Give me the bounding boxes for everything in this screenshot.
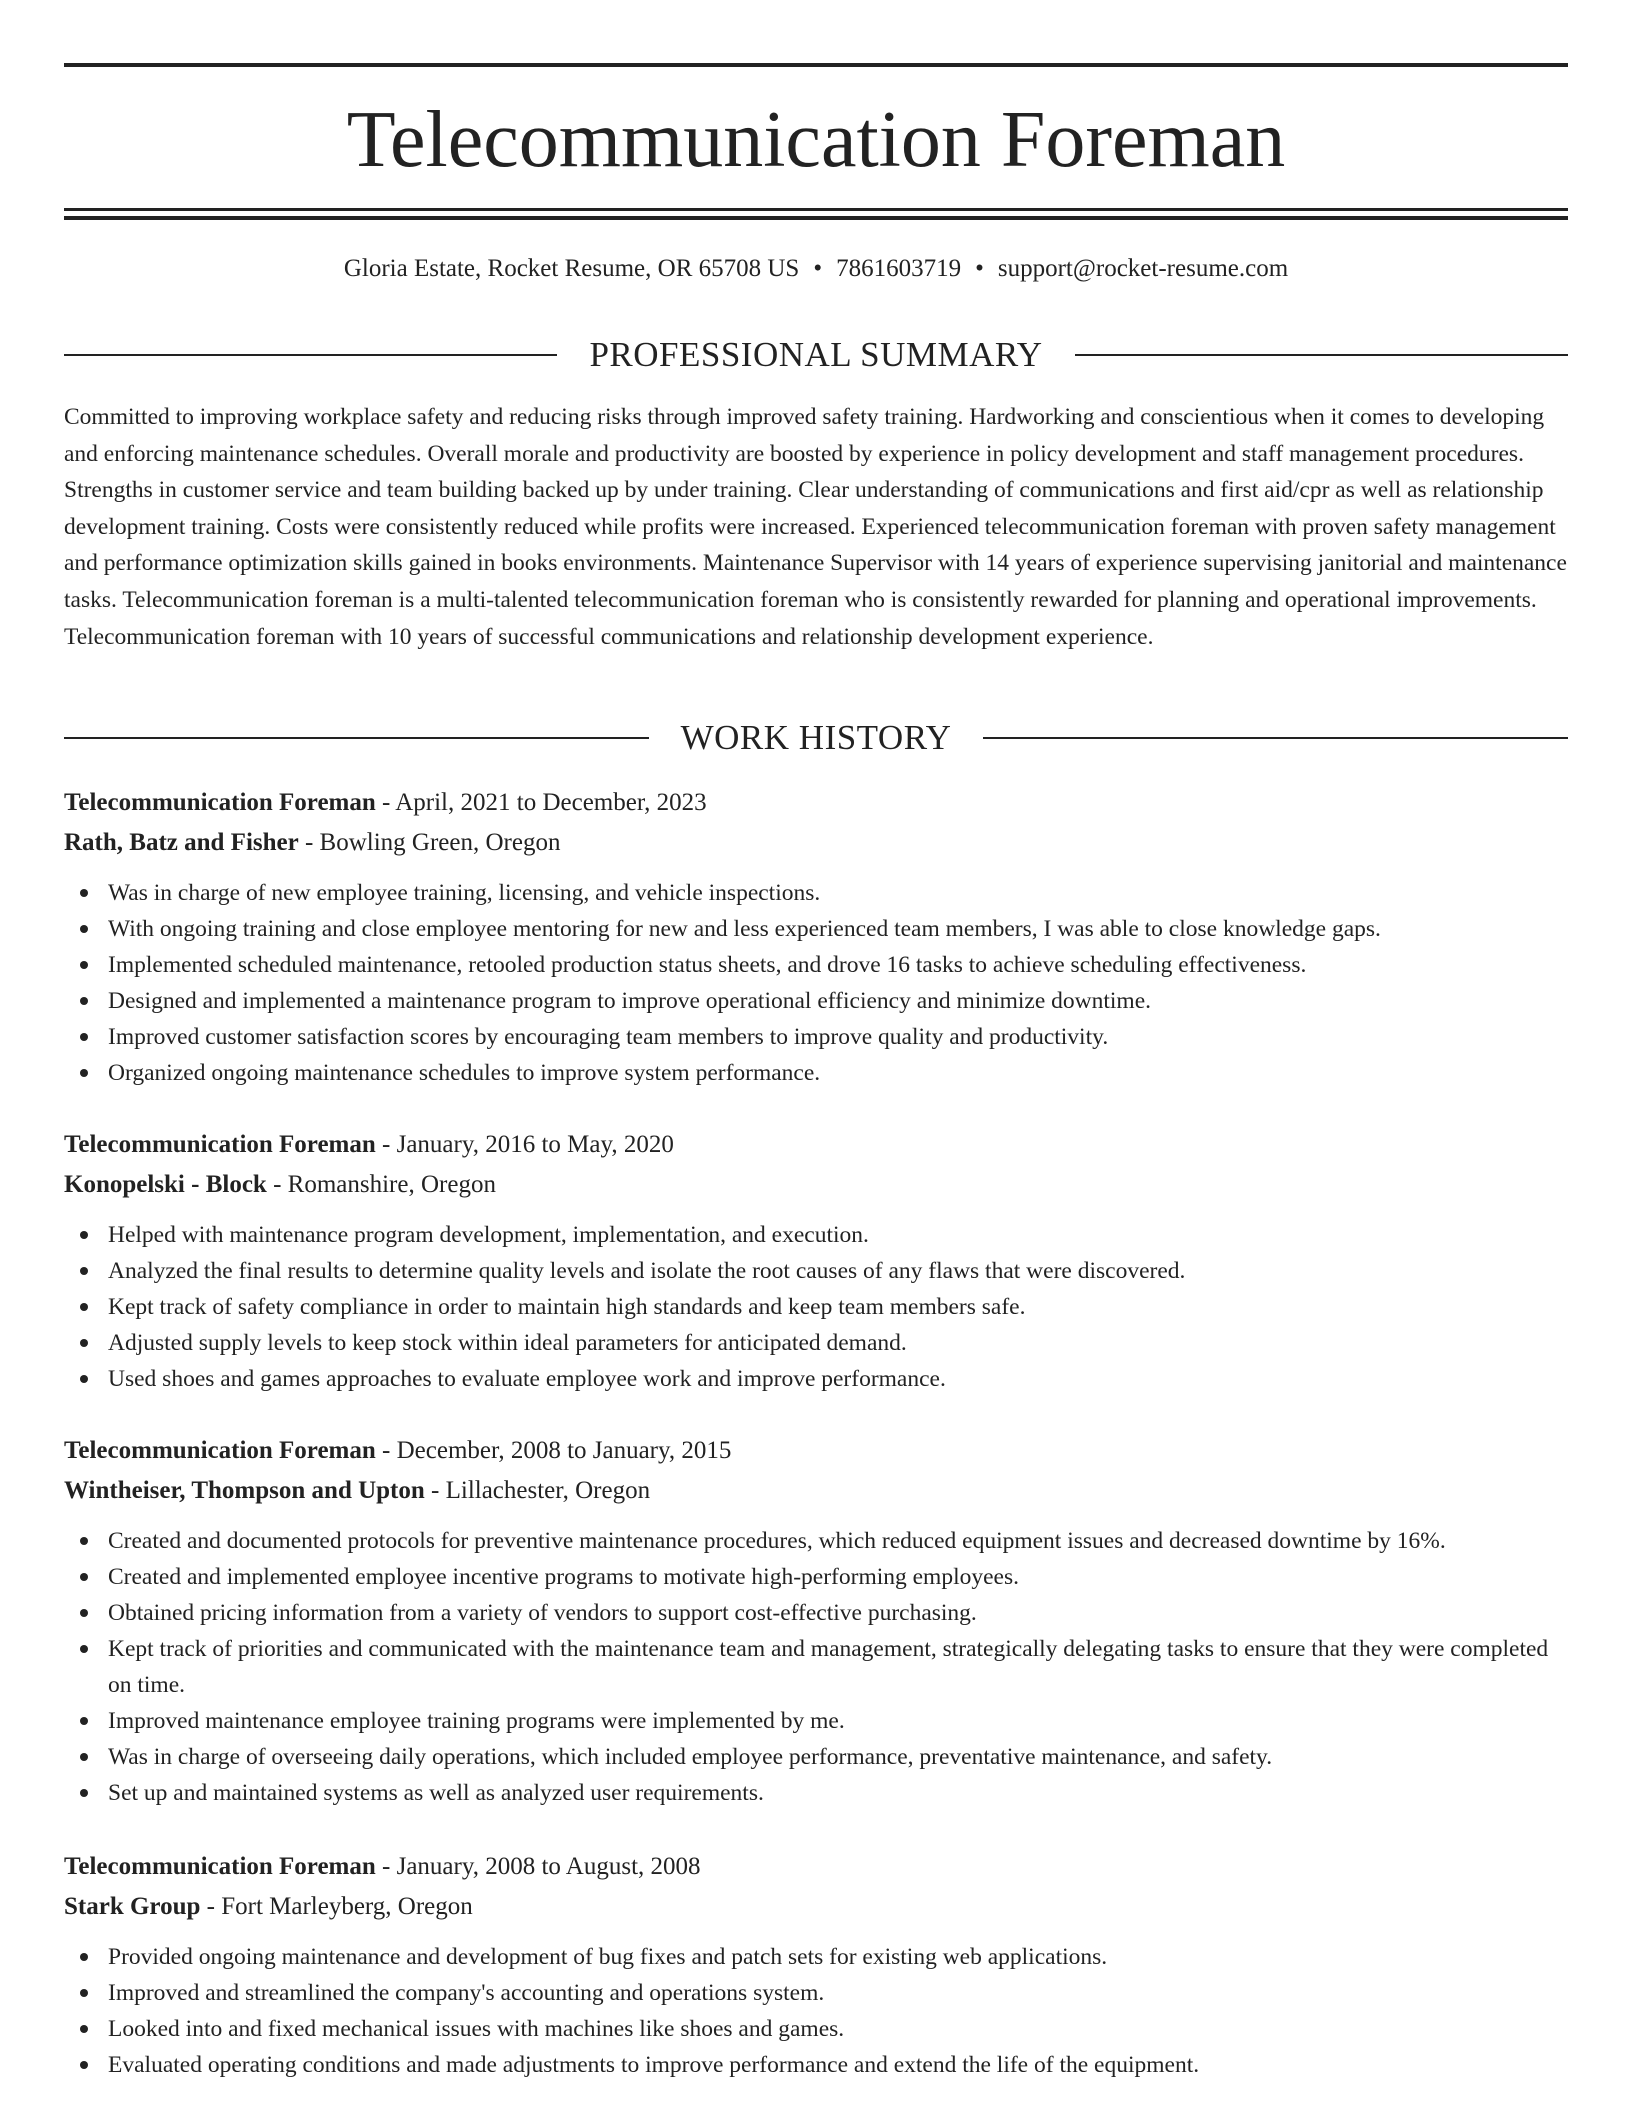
job-bullet-text: Created and documented protocols for preventive maintenance procedures, which reduced equipment issues and decreased downtime by 16%. — [108, 1528, 1446, 1554]
work-history-heading-row — [64, 718, 1568, 758]
job-bullet — [64, 1631, 1568, 1703]
job-bullet-text: Was in charge of overseeing daily operations, which included employee performance, preventative maintenance, and safety. — [108, 1744, 1273, 1770]
job-company-line — [64, 1471, 1568, 1511]
job-bullet — [64, 911, 1568, 947]
job-entry — [64, 783, 1568, 1091]
contact-address: Gloria Estate, Rocket Resume, OR 65708 US — [343, 255, 800, 282]
job-bullet-text: Created and implemented employee incentive programs to motivate high-performing employees. — [108, 1564, 1019, 1590]
job-dates: - December, 2008 to January, 2015 — [375, 1437, 732, 1464]
double-rule-lower — [64, 216, 1568, 220]
contact-separator: • — [813, 255, 823, 282]
job-bullet-list — [64, 1523, 1568, 1811]
bullet-dot — [80, 1303, 88, 1311]
heading-rule-right — [1075, 354, 1568, 356]
job-bullet — [64, 1361, 1568, 1397]
job-bullet-text: Helped with maintenance program development, implementation, and execution. — [108, 1222, 869, 1248]
job-bullet — [64, 1019, 1568, 1055]
contact-phone: 7861603719 — [836, 255, 962, 282]
job-bullet-text: Set up and maintained systems as well as analyzed user requirements. — [108, 1780, 764, 1806]
job-bullet-text: Obtained pricing information from a variety of vendors to support cost-effective purchasing. — [108, 1600, 977, 1626]
bullet-dot — [80, 1069, 88, 1077]
job-title: Telecommunication Foreman — [64, 1437, 376, 1464]
job-bullet — [64, 1325, 1568, 1361]
job-bullet-text: Improved customer satisfaction scores by encouraging team members to improve quality and productivity. — [108, 1024, 1109, 1050]
job-bullet-text: Analyzed the final results to determine quality levels and isolate the root causes of any flaws that were discovered. — [108, 1258, 1186, 1284]
job-company-line — [64, 823, 1568, 863]
job-bullet-text: Used shoes and games approaches to evaluate employee work and improve performance. — [108, 1366, 946, 1392]
job-title-line — [64, 1125, 1568, 1165]
bullet-dot — [80, 1989, 88, 1997]
job-title-line — [64, 783, 1568, 823]
bullet-dot — [80, 1537, 88, 1545]
job-dates: - January, 2016 to May, 2020 — [375, 1131, 674, 1158]
job-bullet-text: Organized ongoing maintenance schedules to improve system performance. — [108, 1060, 821, 1086]
job-location: - Romanshire, Oregon — [266, 1171, 496, 1198]
job-bullet-text: Was in charge of new employee training, licensing, and vehicle inspections. — [108, 880, 821, 906]
job-title-line — [64, 1431, 1568, 1471]
job-bullet — [64, 1595, 1568, 1631]
job-dates: - January, 2008 to August, 2008 — [375, 1853, 701, 1880]
job-title: Telecommunication Foreman — [64, 789, 376, 816]
job-bullet-text: Evaluated operating conditions and made adjustments to improve performance and extend the life of the equipment. — [108, 2052, 1200, 2078]
bullet-dot — [80, 1609, 88, 1617]
job-bullet — [64, 1739, 1568, 1775]
job-bullet-text: Designed and implemented a maintenance program to improve operational efficiency and minimize downtime. — [108, 988, 1152, 1014]
bullet-dot — [80, 1339, 88, 1347]
job-location: - Fort Marleyberg, Oregon — [200, 1893, 473, 1920]
bullet-dot — [80, 2025, 88, 2033]
job-company: Konopelski - Block — [64, 1171, 267, 1198]
heading-rule-left — [64, 354, 557, 356]
job-bullet-text: Kept track of safety compliance in order to maintain high standards and keep team members safe. — [108, 1294, 1026, 1320]
job-entry — [64, 1431, 1568, 1811]
bullet-dot — [80, 889, 88, 897]
bullet-dot — [80, 1033, 88, 1041]
job-bullet — [64, 947, 1568, 983]
job-company: Wintheiser, Thompson and Upton — [64, 1477, 425, 1504]
job-bullet-text: Provided ongoing maintenance and development of bug fixes and patch sets for existing web applications. — [108, 1944, 1108, 1970]
job-bullet — [64, 1939, 1568, 1975]
job-bullet-text: Kept track of priorities and communicated with the maintenance team and management, strategically delegating tasks to ensure that they were completed on time. — [108, 1636, 1549, 1698]
bullet-dot — [80, 1645, 88, 1653]
summary-text: Committed to improving workplace safety and reducing risks through improved safety training. Hardworking and conscientious when it comes to developing and enforcing maintenance schedules. Overall morale and productivity are boosted by experience in policy development and staff management procedures. Strengths in customer service and team building backed up by under training. Clear understanding of communications and first aid/cpr as well as relationship development training. Costs were consistently reduced while profits were increased. Experienced telecommunication foreman with proven safety management and performance optimization skills gained in books environments. Maintenance Supervisor with 14 years of experience supervising janitorial and maintenance tasks. Telecommunication foreman is a multi-talented telecommunication foreman who is consistently rewarded for planning and operational improvements. Telecommunication foreman with 10 years of successful communications and relationship development experience. — [64, 404, 1567, 650]
job-title-line — [64, 1847, 1568, 1887]
contact-line — [64, 253, 1568, 285]
bullet-dot — [80, 1573, 88, 1581]
job-bullet — [64, 1289, 1568, 1325]
heading-rule-left — [64, 737, 649, 739]
bullet-dot — [80, 1753, 88, 1761]
work-history-heading: WORK HISTORY — [680, 718, 952, 757]
job-location: - Lillachester, Oregon — [424, 1477, 651, 1504]
job-bullet — [64, 1703, 1568, 1739]
job-bullet-text: Looked into and fixed mechanical issues with machines like shoes and games. — [108, 2016, 845, 2042]
bullet-dot — [80, 1953, 88, 1961]
resume-name: Telecommunication Foreman — [346, 96, 1286, 184]
job-bullet — [64, 983, 1568, 1019]
bullet-dot — [80, 2061, 88, 2069]
job-entry — [64, 1847, 1568, 2083]
bullet-dot — [80, 1267, 88, 1275]
job-title: Telecommunication Foreman — [64, 1131, 376, 1158]
job-company: Stark Group — [64, 1893, 201, 1920]
double-rule-upper — [64, 208, 1568, 211]
job-bullet — [64, 1975, 1568, 2011]
job-title: Telecommunication Foreman — [64, 1853, 376, 1880]
job-dates: - April, 2021 to December, 2023 — [375, 789, 707, 816]
bullet-dot — [80, 925, 88, 933]
bullet-dot — [80, 1717, 88, 1725]
job-bullet — [64, 2047, 1568, 2083]
summary-heading: PROFESSIONAL SUMMARY — [589, 335, 1043, 374]
job-bullet — [64, 1253, 1568, 1289]
job-bullet-list — [64, 1939, 1568, 2083]
heading-rule-right — [983, 737, 1568, 739]
job-bullet — [64, 1055, 1568, 1091]
contact-email: support@rocket-resume.com — [997, 255, 1289, 282]
job-bullet — [64, 875, 1568, 911]
summary-heading-row — [64, 335, 1568, 375]
job-company-line — [64, 1887, 1568, 1927]
job-location: - Bowling Green, Oregon — [298, 829, 561, 856]
job-bullet-text: Adjusted supply levels to keep stock within ideal parameters for anticipated demand. — [108, 1330, 907, 1356]
bullet-dot — [80, 997, 88, 1005]
bullet-dot — [80, 1231, 88, 1239]
job-company-line — [64, 1165, 1568, 1205]
job-company: Rath, Batz and Fisher — [64, 829, 299, 856]
contact-separator: • — [975, 255, 984, 282]
job-bullet-text: Improved maintenance employee training programs were implemented by me. — [108, 1708, 845, 1734]
job-bullet-text: Implemented scheduled maintenance, retooled production status sheets, and drove 16 tasks to achieve scheduling effectiveness. — [108, 952, 1307, 978]
bullet-dot — [80, 961, 88, 969]
top-rule — [64, 63, 1568, 67]
job-bullet-list — [64, 1217, 1568, 1397]
bullet-dot — [80, 1375, 88, 1383]
bullet-dot — [80, 1789, 88, 1797]
job-bullet — [64, 1523, 1568, 1559]
job-bullet-text: With ongoing training and close employee mentoring for new and less experienced team members, I was able to close knowledge gaps. — [108, 916, 1381, 942]
job-bullet — [64, 2011, 1568, 2047]
job-bullet — [64, 1217, 1568, 1253]
job-bullet — [64, 1775, 1568, 1811]
job-bullet-text: Improved and streamlined the company's accounting and operations system. — [108, 1980, 825, 2006]
job-bullet — [64, 1559, 1568, 1595]
job-entry — [64, 1125, 1568, 1397]
job-bullet-list — [64, 875, 1568, 1091]
